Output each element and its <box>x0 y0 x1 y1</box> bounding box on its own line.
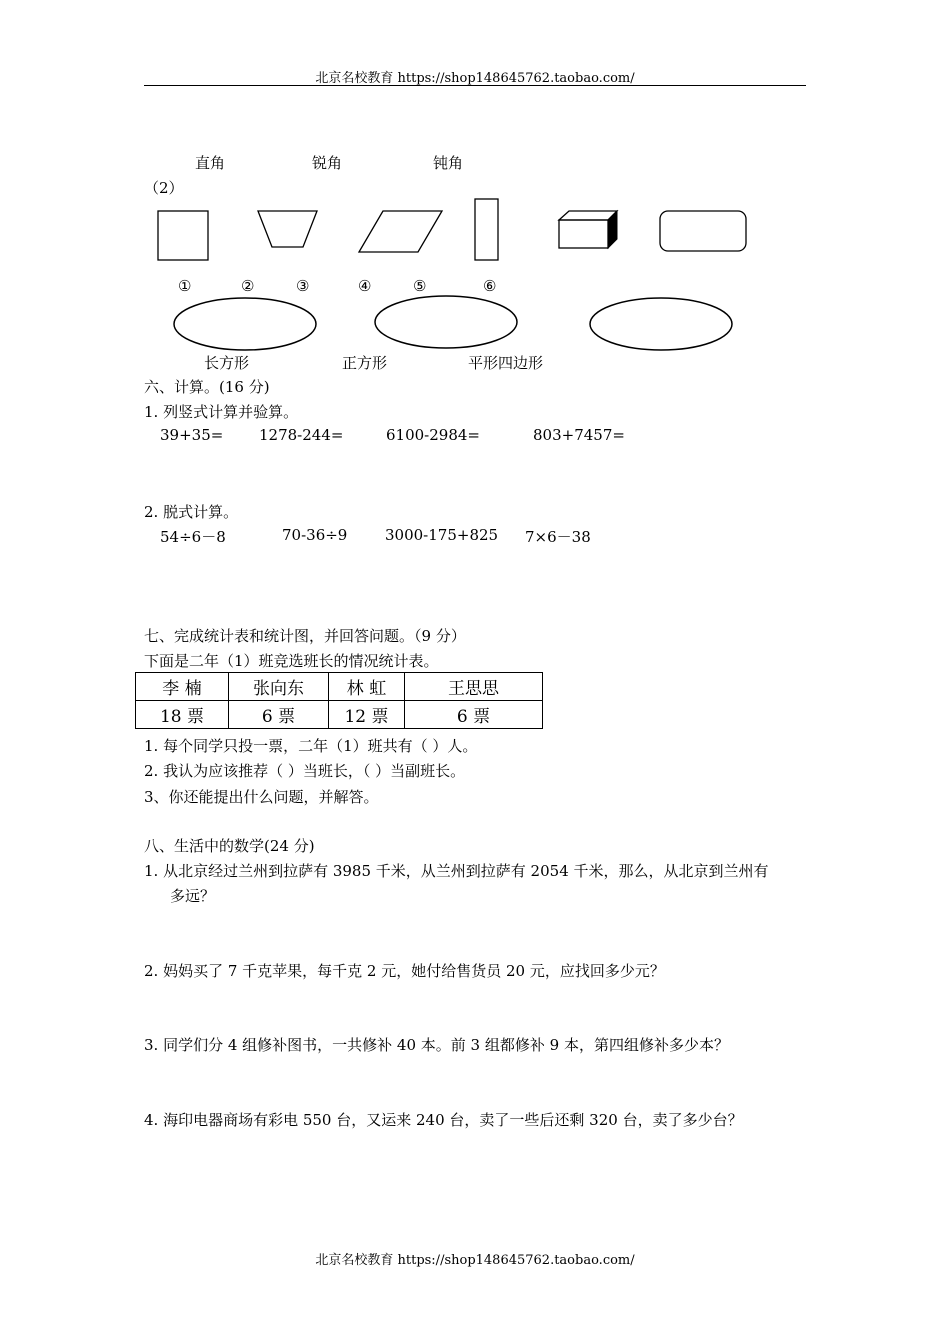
label-acute-angle: 锐角 <box>312 154 343 172</box>
section-8-q4: 4. 海印电器商场有彩电 550 台，又运来 240 台，卖了一些后还剩 320 台，卖了多少台？ <box>144 1111 743 1129</box>
calc-item: 6100-2984= <box>386 426 480 444</box>
section-8-title: 八、生活中的数学(24 分) <box>144 837 315 855</box>
table-cell: 18 票 <box>136 701 229 729</box>
section-6-q1-title: 1. 列竖式计算并验算。 <box>144 403 299 421</box>
table-header-cell: 王思思 <box>405 673 543 701</box>
section-6-title: 六、计算。(16 分) <box>144 378 270 396</box>
group-label-parallelogram: 平形四边形 <box>468 354 544 372</box>
table-row <box>136 673 543 701</box>
section-7-question-3: 3、你还能提出什么问题，并解答。 <box>144 788 379 806</box>
calc-item: 70-36÷9 <box>282 526 348 544</box>
page-header: 北京名校教育 https://shop148645762.taobao.com/ <box>315 71 635 86</box>
table-header-cell: 张向东 <box>229 673 329 701</box>
section-7-title: 七、完成统计表和统计图，并回答问题。（9 分） <box>144 627 466 645</box>
table-cell: 12 票 <box>329 701 405 729</box>
calc-item: 803+7457= <box>533 426 625 444</box>
oval-parallelogram-group <box>590 298 732 350</box>
shape-number-6: ⑥ <box>483 277 497 295</box>
section-8-q3: 3. 同学们分 4 组修补图书，一共修补 40 本。前 3 组都修补 9 本，第四组修补多少本？ <box>144 1036 729 1054</box>
table-row <box>136 701 543 729</box>
table-header-cell: 李 楠 <box>136 673 229 701</box>
calc-item: 39+35= <box>160 426 224 444</box>
group-label-square: 正方形 <box>342 354 388 372</box>
label-obtuse-angle: 钝角 <box>433 154 464 172</box>
table-header-cell: 林 虹 <box>329 673 405 701</box>
parallelogram-shape <box>359 211 442 252</box>
shape-number-5: ⑤ <box>413 277 427 295</box>
part-2-label: （2） <box>144 179 184 197</box>
oval-rectangle-group <box>174 298 316 350</box>
section-7-intro: 下面是二年（1）班竞选班长的情况统计表。 <box>144 652 439 670</box>
calc-item: 1278-244= <box>259 426 344 444</box>
rounded-rectangle-shape <box>660 211 746 251</box>
section-6-q2-title: 2. 脱式计算。 <box>144 503 239 521</box>
page-footer: 北京名校教育 https://shop148645762.taobao.com/ <box>315 1253 635 1268</box>
calc-item: 7×6－38 <box>525 528 591 546</box>
oval-square-group <box>375 296 517 348</box>
tall-rectangle-shape <box>475 199 498 260</box>
shapes-figure <box>0 0 950 360</box>
trapezoid-shape <box>258 211 317 247</box>
shape-number-1: ① <box>178 277 192 295</box>
section-7-question-1: 1. 每个同学只投一票，二年（1）班共有（ ）人。 <box>144 737 478 755</box>
cuboid-shape <box>559 211 617 248</box>
label-right-angle: 直角 <box>195 154 226 172</box>
section-8-q1-line1: 1. 从北京经过兰州到拉萨有 3985 千米，从兰州到拉萨有 2054 千米，那么，从北京到兰州有 <box>144 862 769 880</box>
shape-number-3: ③ <box>296 277 310 295</box>
calc-item: 3000-175+825 <box>385 526 499 544</box>
shape-number-2: ② <box>241 277 255 295</box>
group-label-rectangle: 长方形 <box>204 354 250 372</box>
vote-table <box>135 672 543 729</box>
section-8-q2: 2. 妈妈买了 7 千克苹果，每千克 2 元，她付给售货员 20 元，应找回多少元？ <box>144 962 665 980</box>
table-cell: 6 票 <box>405 701 543 729</box>
section-8-q1-line2: 多远？ <box>170 887 216 905</box>
square-shape <box>158 211 208 260</box>
table-cell: 6 票 <box>229 701 329 729</box>
calc-item: 54÷6－8 <box>160 528 226 546</box>
section-7-question-2: 2. 我认为应该推荐（ ）当班长，（ ）当副班长。 <box>144 762 466 780</box>
shape-number-4: ④ <box>358 277 372 295</box>
